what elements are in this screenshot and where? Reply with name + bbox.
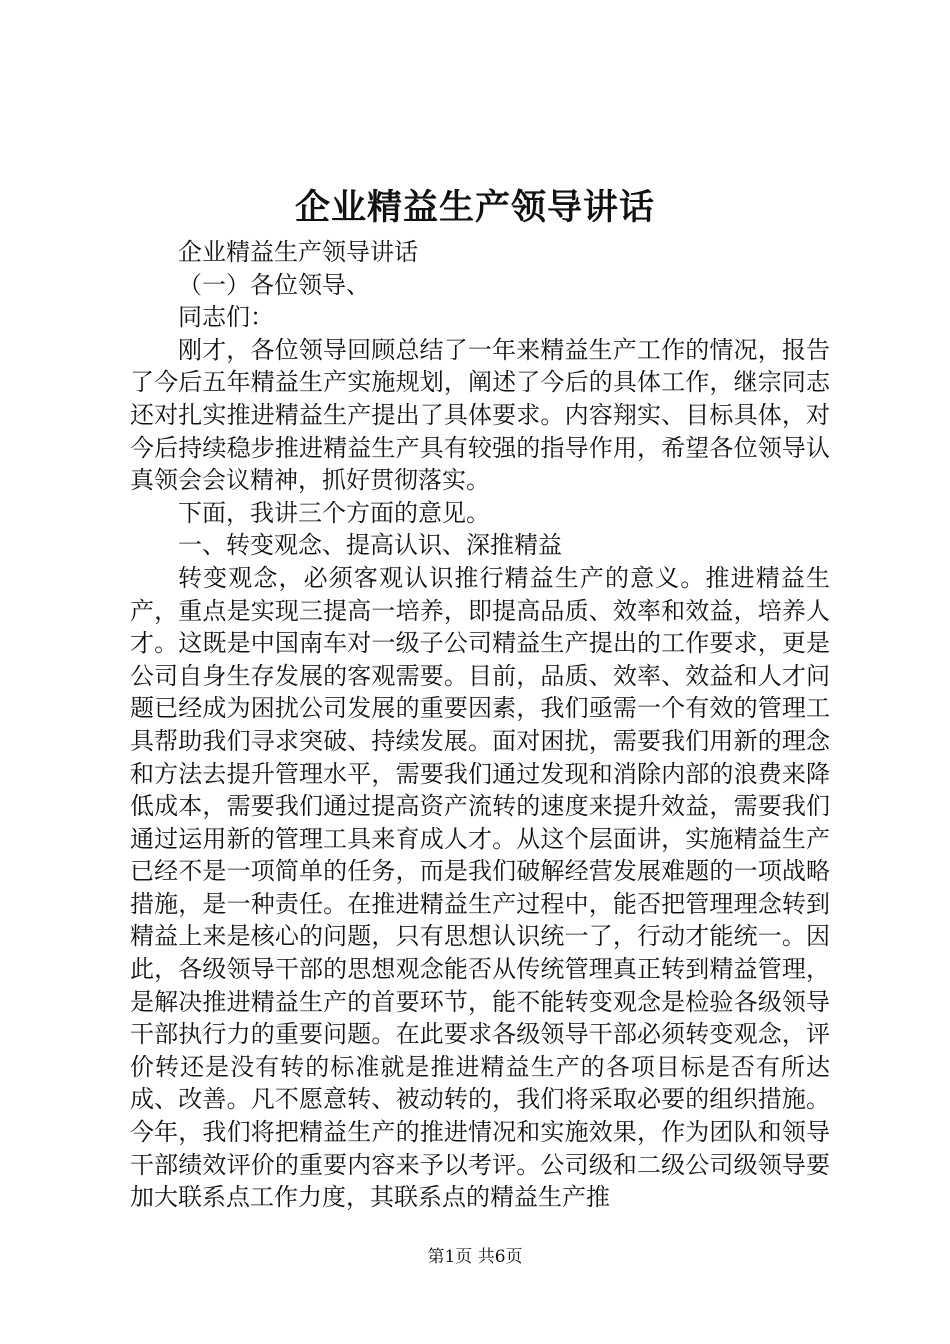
document-title: 企业精益生产领导讲话 — [294, 187, 655, 228]
paragraph-salutation-2: 同志们： — [178, 303, 274, 332]
document-body — [130, 236, 830, 1214]
paragraph-transition: 下面，我讲三个方面的意见。 — [178, 498, 490, 527]
paragraph-subtitle: 企业精益生产领导讲话 — [178, 238, 418, 266]
paragraph-salutation-1: （一）各位领导、 — [178, 270, 370, 299]
section-heading-1: 一、转变观念、提高认识、深推精益 — [178, 531, 562, 560]
paragraph-section-1: 转变观念，必须客观认识推行精益生产的意义。推进精益生产，重点是实现三提高一培养，即提高品质、效率和效益，培养人才。这既是中国南车对一级子公司精益生产提出的工作要求，更是公司自身生存发展的客观需要。目前，品质、效率、效益和人才问题已经成为困扰公司发展的重要因素，我们亟需一个有效的管理工具帮助我们寻求突破、持续发展。面对困扰，需要我们用新的理念和方法去提升管理水平，需要我们通过发现和消除内部的浪费来降低成本，需要我们通过提高资产流转的速度来提升效益，需要我们通过运用新的管理工具来育成人才。从这个层面讲，实施精益生产已经不是一项简单的任务，而是我们破解经营发展难题的一项战略措施，是一种责任。在推进精益生产过程中，能否把管理理念转到精益上来是核心的问题，只有思想认识统一了，行动才能统一。因此，各级领导干部的思想观念能否从传统管理真正转到精益管理，是解决推进精益生产的首要环节，能不能转变观念是检验各级领导干部执行力的重要问题。在此要求各级领导干部必须转变观念，评价转还是没有转的标准就是推进精益生产的各项目标是否有所达成、改善。凡不愿意转、被动转的，我们将采取必要的组织措施。今年，我们将把精益生产的推进情况和实施效果，作为团队和领导干部绩效评价的重要内容来予以考评。公司级和二级公司级领导要加大联系点工作力度，其联系点的精益生产推 — [130, 563, 830, 1212]
paragraph-intro: 刚才，各位领导回顾总结了一年来精益生产工作的情况，报告了今后五年精益生产实施规划，阐述了今后的具体工作，继宗同志还对扎实推进精益生产提出了具体要求。内容翔实、目标具体，对今后持续稳步推进精益生产具有较强的指导作用，希望各位领导认真领会会议精神，抓好贯彻落实。 — [130, 335, 830, 495]
page-number-footer: 第1页 共6页 — [427, 1247, 523, 1267]
